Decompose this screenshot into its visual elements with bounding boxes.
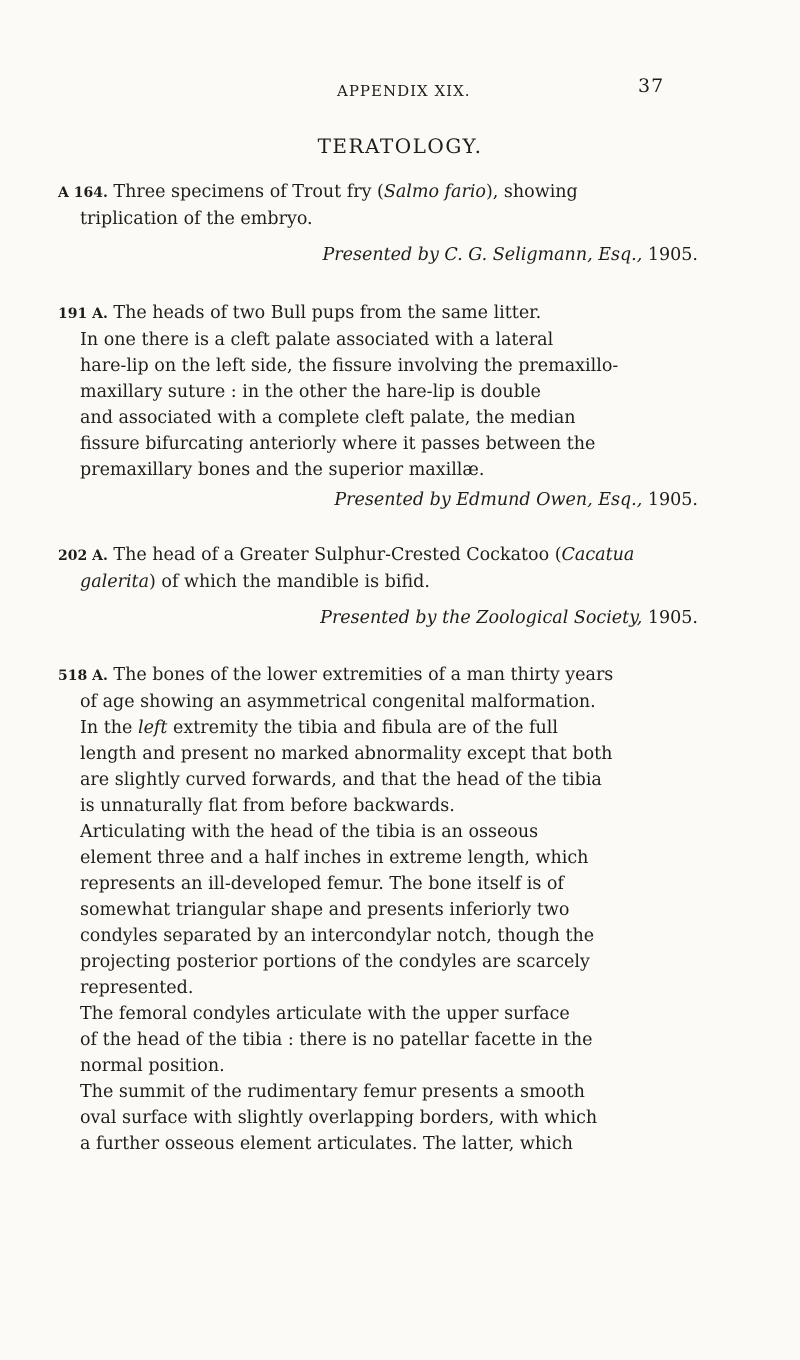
presented-by: Presented by Edmund Owen, Esq., 1905. (334, 490, 698, 510)
running-head-title: APPENDIX XIX. (337, 82, 471, 100)
entry-line: condyles separated by an intercondylar notch, though the (80, 926, 595, 946)
entry-line: In the left extremity the tibia and fibula are of the full (80, 718, 558, 738)
entry-191a (58, 300, 698, 513)
entry-number: 202 A. (58, 548, 108, 564)
entry-line: In one there is a cleft palate associated with a lateral (80, 330, 554, 350)
entry-number: A 164. (58, 185, 108, 201)
page-number: 37 (638, 75, 665, 97)
entry-line: represents an ill-developed femur. The bone itself is of (80, 874, 564, 894)
presented-by: Presented by the Zoological Society, 1905. (320, 608, 698, 628)
entry-line: fissure bifurcating anteriorly where it passes between the (80, 434, 596, 454)
entry-line: normal position. (80, 1056, 225, 1076)
entry-a164 (58, 179, 698, 268)
entry-line: element three and a half inches in extreme length, which (80, 848, 589, 868)
entry-line: represented. (80, 978, 194, 998)
entry-line: oval surface with slightly overlapping borders, with which (80, 1108, 598, 1128)
entry-line: maxillary suture : in the other the hare-lip is double (80, 382, 541, 402)
entry-line: 202 A. The head of a Greater Sulphur-Crested Cockatoo (Cacatua (58, 545, 635, 565)
entry-line: a further osseous element articulates. The latter, which (80, 1134, 573, 1154)
entry-number: 518 A. (58, 668, 108, 684)
entry-line: are slightly curved forwards, and that the head of the tibia (80, 770, 602, 790)
entry-line: is unnaturally flat from before backwards. (80, 796, 455, 816)
entry-line: triplication of the embryo. (80, 209, 313, 229)
presented-by: Presented by C. G. Seligmann, Esq., 1905. (322, 245, 698, 265)
section-heading: TERATOLOGY. (317, 134, 483, 158)
entry-line: premaxillary bones and the superior maxillæ. (80, 460, 485, 480)
entry-518a (58, 662, 698, 1157)
entry-line: A 164. Three specimens of Trout fry (Salmo fario), showing (58, 182, 578, 202)
entry-line: hare-lip on the left side, the fissure involving the premaxillo- (80, 356, 619, 376)
entry-line: and associated with a complete cleft palate, the median (80, 408, 576, 428)
entry-line: 191 A. The heads of two Bull pups from the same litter. (58, 303, 542, 323)
entry-line: length and present no marked abnormality except that both (80, 744, 613, 764)
entry-number: 191 A. (58, 306, 108, 322)
entry-line: The femoral condyles articulate with the upper surface (80, 1004, 570, 1024)
entry-line: Articulating with the head of the tibia is an osseous (80, 822, 539, 842)
entry-line: galerita) of which the mandible is bifid. (80, 572, 430, 592)
entry-line: projecting posterior portions of the condyles are scarcely (80, 952, 590, 972)
entry-line: of age showing an asymmetrical congenital malformation. (80, 692, 596, 712)
entry-line: of the head of the tibia : there is no patellar facette in the (80, 1030, 593, 1050)
entry-line: 518 A. The bones of the lower extremities of a man thirty years (58, 665, 614, 685)
entry-line: somewhat triangular shape and presents inferiorly two (80, 900, 570, 920)
entry-202a (58, 542, 698, 631)
entry-line: The summit of the rudimentary femur presents a smooth (80, 1082, 585, 1102)
